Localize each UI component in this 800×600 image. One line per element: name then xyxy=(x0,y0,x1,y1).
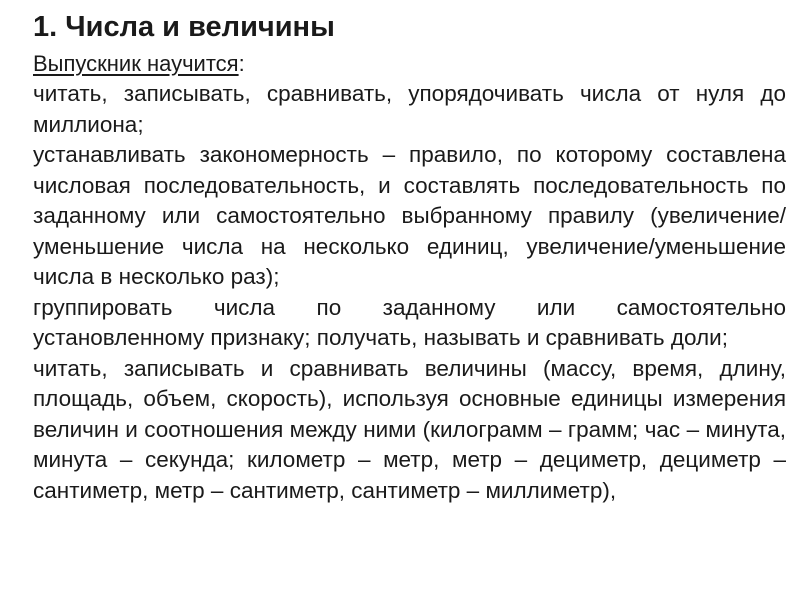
paragraph-2: устанавливать закономерность – правило, по которому составлена числовая последовательность, и составлять последовательность по заданному или самостоятельно выбранному правилу (увеличение/уменьшение числа на несколько единиц, увеличение/уменьшение числа в несколько раз); xyxy=(33,142,786,289)
paragraph-3: группировать числа по заданному или самостоятельно установленному признаку; получать, называть и сравнивать доли; xyxy=(33,294,786,350)
section-subtitle xyxy=(33,49,786,79)
subtitle-colon: : xyxy=(238,51,245,76)
page-title: 1. Числа и величины xyxy=(33,11,335,43)
subtitle-text: Выпускник научится xyxy=(33,51,239,76)
paragraph-1: читать, записывать, сравнивать, упорядочивать числа от нуля до миллиона; xyxy=(33,81,786,137)
paragraph-4: читать, записывать и сравнивать величины (массу, время, длину, площадь, объем, скорость), используя основные единицы измерения величин и соотношения между ними (килограмм – грамм; час – минута, минута – секунда; километр – метр, метр – дециметр, дециметр – сантиметр, метр – сантиметр, сантиметр – миллиметр), xyxy=(33,355,786,503)
